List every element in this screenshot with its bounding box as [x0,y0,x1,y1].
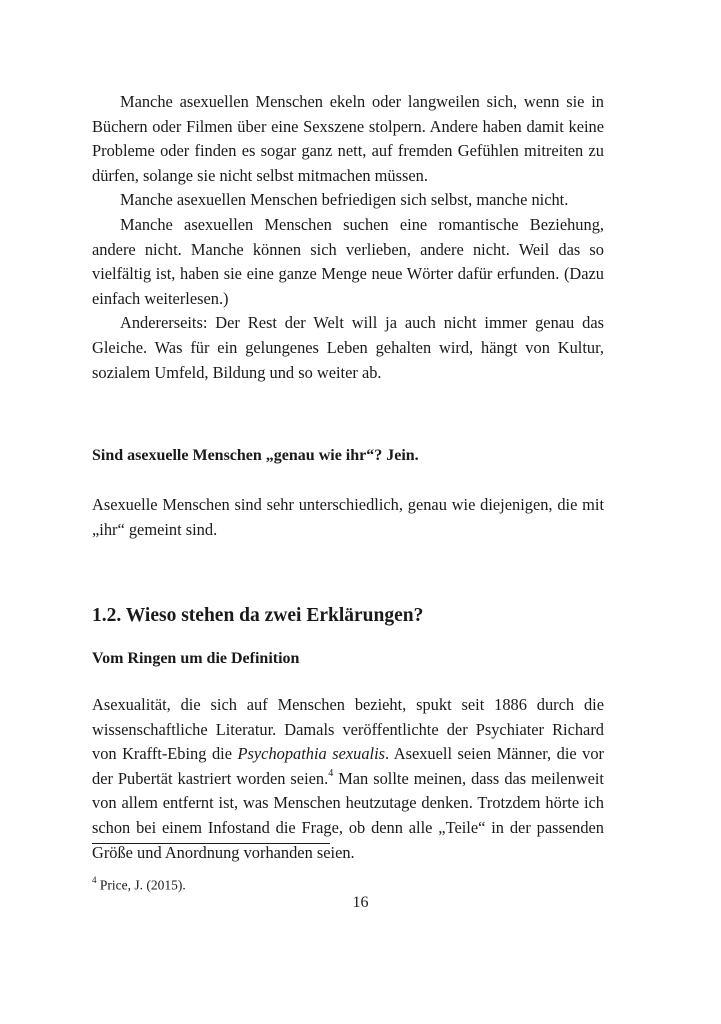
paragraph-text-part-2: . Asexuell seien Männer, die vor der Pubertät kastriert worden seien. [92,744,605,788]
spacer [92,631,604,647]
footnote-number: 4 [92,875,97,885]
paragraph-text-part-3: Man sollte meinen, dass das meilenweit von allem entfernt ist, was Menschen heutzutage denken. Trotzdem hörte ich schon bei einem Infostand die Frage, ob denn alle „Teile“ in der passenden Größe und Anordnung vorhanden seien. [92,768,604,862]
spacer [92,469,604,494]
paragraph-text-part-1: Asexualität, die sich auf Menschen bezieht, spukt seit 1886 durch die wissenschaftliche Literatur. Damals veröffentlichte der Psychiater Richard von Krafft-Ebing die [92,695,604,764]
spacer [92,671,604,693]
paragraph-asexualitaet [92,693,604,865]
paragraph-3: Manche asexuellen Menschen suchen eine romantische Beziehung, andere nicht. Manche können sich verlieben, andere nicht. Weil das so vielfältig ist, haben sie eine ganze Menge neue Wörter dafür erfunden. (Dazu einfach weiterlesen.) [92,214,604,308]
footnote [92,872,186,895]
book-title: Psychopathia sexualis [237,744,386,764]
paragraph-2: Manche asexuellen Menschen befriedigen sich selbst, manche nicht. [120,190,569,210]
subheading-genau-wie-ihr: Sind asexuelle Menschen „genau wie ihr“? Jein. [92,447,419,465]
footnote-divider [92,843,330,844]
spacer [92,385,604,434]
footnote-text: Price, J. (2015). [96,877,186,893]
paragraph-1: Manche asexuellen Menschen ekeln oder langweilen sich, wenn sie in Büchern oder Filmen über eine Sexszene stolpern. Andere haben damit keine Probleme oder finden es sogar ganz nett, auf fremden Gefühlen mitreiten zu dürfen, solange sie nicht selbst mitmachen müssen. [92,92,604,185]
subheading-definition: Vom Ringen um die Definition [92,649,300,667]
page-number: 16 [352,894,369,911]
paragraph-4: Andererseits: Der Rest der Welt will ja auch nicht immer genau das Gleiche. Was für ein gelungenes Leben gehalten wird, hängt von Kultur, sozialem Umfeld, Bildung und so weiter ab. [92,313,604,382]
footnote-reference[interactable]: 4 [328,768,334,780]
spacer [92,543,604,601]
page-content [92,90,604,865]
paragraph-unterschiedlich: Asexuelle Menschen sind sehr unterschiedlich, genau wie diejenigen, die mit „ihr“ gemeint sind. [92,495,604,539]
section-heading: 1.2. Wieso stehen da zwei Erklärungen? [92,604,424,626]
